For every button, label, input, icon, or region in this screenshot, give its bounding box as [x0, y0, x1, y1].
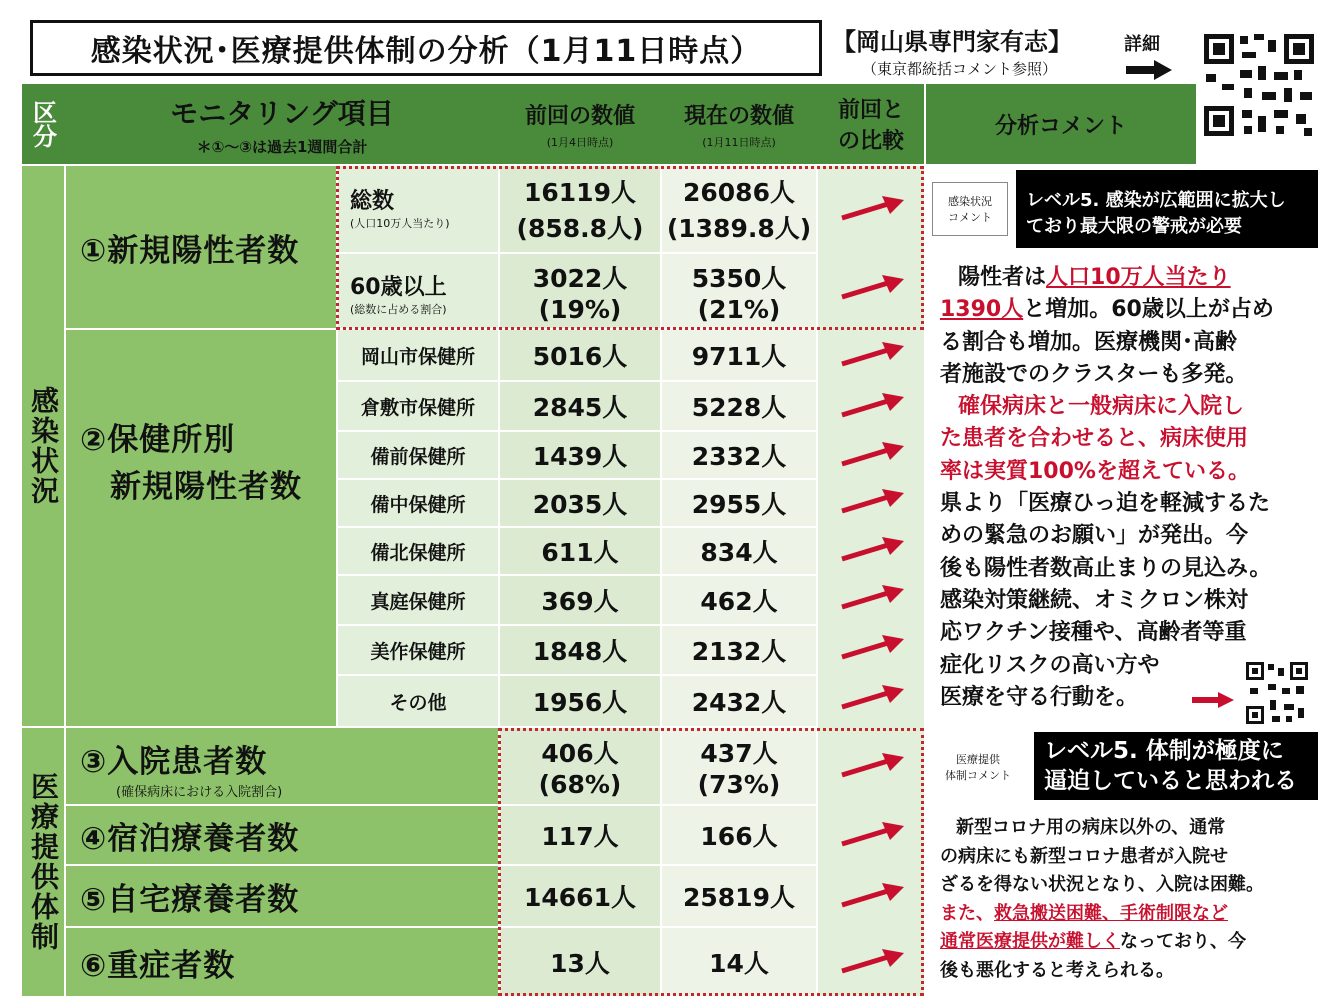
qr-code-icon[interactable] — [1244, 660, 1310, 726]
detail-label: 詳細 — [1124, 34, 1160, 55]
table-row: 5016人 — [500, 330, 660, 380]
center-values — [500, 330, 816, 726]
header-comment: 分析コメント — [994, 113, 1127, 139]
center-name: 真庭保健所 — [338, 576, 498, 624]
table-row: 1956人 — [500, 676, 660, 726]
value-home-curr: 25819人 — [662, 866, 816, 926]
table-row: 2955人 — [662, 480, 816, 526]
value-home-prev: 14661人 — [500, 866, 660, 926]
infection-comment-tag: 感染状況 コメント — [932, 182, 1008, 236]
item-total: 総数 (人口10万人当たり) — [338, 166, 498, 252]
center-name: 美作保健所 — [338, 626, 498, 674]
section-infection: 感染状況 — [22, 166, 64, 726]
value-hotel-prev: 117人 — [500, 806, 660, 864]
table-row: 5228人 — [662, 382, 816, 430]
section-medical: 医療提供体制 — [22, 728, 64, 996]
header-monitor: モニタリング項目 ＊①～③は過去1週間合計 — [170, 96, 394, 156]
table-row: 2432人 — [662, 676, 816, 726]
center-name: 備北保健所 — [338, 528, 498, 574]
source-note: （東京都統括コメント参照） — [862, 60, 1058, 78]
item-over60: 60歳以上 (総数に占める割合) — [338, 254, 498, 328]
arrow-right-icon — [1126, 58, 1174, 86]
table-row: 1439人 — [500, 432, 660, 478]
value-hospitalized-prev: 406人 (68%) — [500, 728, 660, 804]
trend-up-arrow-icon — [838, 583, 908, 613]
qr-code-icon[interactable] — [1200, 30, 1318, 140]
medical-level-badge: レベル5. 体制が極度に 逼迫していると思われる — [1034, 732, 1318, 800]
trend-up-arrow-icon — [838, 633, 908, 663]
value-hotel-curr: 166人 — [662, 806, 816, 864]
value-severe-prev: 13人 — [500, 928, 660, 996]
infection-comment-text: 陽性者は人口10万人当たり 1390人と増加。60歳以上が占め る割合も増加。医療機関･高齢 者施設でのクラスターも多発。 確保病床と一般病床に入院し た患者を合わせると、病床使用 率は実質100%を超えている。 県より「医療ひっ迫を軽減するた めの緊急のお願い」が発出。今 後も陽性者数高止まりの見込み。 感染対策継続、オミクロン株対 応ワクチン接種や、高齢者等重 症化リスクの高い方や 医療を守る行動を。 — [940, 265, 1274, 710]
highlight-frame-new-cases — [336, 166, 924, 330]
medical-comment-text: 新型コロナ用の病床以外の、通常 の病床にも新型コロナ患者が入院せ ざるを得ない状況となり、入院は困難。 また、救急搬送困難、手術制限など 通常医療提供が難しくなっており、今 後も悪化すると考えられる。 — [940, 817, 1264, 981]
trend-up-arrow-icon — [838, 391, 908, 421]
table-row: 9711人 — [662, 330, 816, 380]
item-severe: ⑥重症者数 — [66, 928, 498, 996]
center-name: 倉敷市保健所 — [338, 382, 498, 430]
trend-up-arrow-icon — [838, 683, 908, 713]
item-hospitalized: ③入院患者数 (確保病床における入院割合) — [66, 728, 498, 804]
trend-up-arrow-icon — [838, 340, 908, 370]
header-kubun: 区分 — [28, 100, 57, 148]
table-row: 2035人 — [500, 480, 660, 526]
trend-up-arrow-icon — [838, 535, 908, 565]
header-compare: 前回と の比較 — [837, 98, 904, 154]
item-by-center: ②保健所別 新規陽性者数 — [66, 330, 336, 726]
value-total-curr: 26086人 (1389.8人) — [662, 166, 816, 252]
source-label: 【岡山県専門家有志】 — [832, 28, 1072, 56]
table-row: 834人 — [662, 528, 816, 574]
table-row: 1848人 — [500, 626, 660, 674]
center-name: 岡山市保健所 — [338, 330, 498, 380]
value-over60-prev: 3022人 (19%) — [500, 254, 660, 328]
item-home: ⑤自宅療養者数 — [66, 866, 498, 926]
infection-level-badge: レベル5. 感染が広範囲に拡大し ており最大限の警戒が必要 — [1016, 170, 1318, 248]
center-name-column — [338, 330, 498, 726]
table-row: 462人 — [662, 576, 816, 624]
center-name: 備前保健所 — [338, 432, 498, 478]
header-curr: 現在の数値 (1月11日時点) — [683, 103, 794, 149]
highlight-frame-medical — [498, 728, 924, 996]
item-new-cases: ①新規陽性者数 — [66, 166, 336, 328]
header-prev: 前回の数値 (1月4日時点) — [524, 103, 635, 149]
table-row: 2332人 — [662, 432, 816, 478]
page-title: 感染状況･医療提供体制の分析（1月11日時点） — [90, 34, 762, 69]
center-name: その他 — [338, 676, 498, 726]
trend-up-arrow-icon — [838, 487, 908, 517]
center-name: 備中保健所 — [338, 480, 498, 526]
table-row: 369人 — [500, 576, 660, 624]
value-over60-curr: 5350人 (21%) — [662, 254, 816, 328]
value-total-prev: 16119人 (858.8人) — [500, 166, 660, 252]
table-row: 2132人 — [662, 626, 816, 674]
page-title-box — [30, 20, 822, 76]
table-row: 611人 — [500, 528, 660, 574]
item-hotel: ④宿泊療養者数 — [66, 806, 498, 864]
arrow-right-icon — [1192, 690, 1236, 714]
value-severe-curr: 14人 — [662, 928, 816, 996]
table-row: 2845人 — [500, 382, 660, 430]
value-hospitalized-curr: 437人 (73%) — [662, 728, 816, 804]
medical-comment-tag: 医療提供 体制コメント — [932, 740, 1024, 794]
trend-up-arrow-icon — [838, 440, 908, 470]
